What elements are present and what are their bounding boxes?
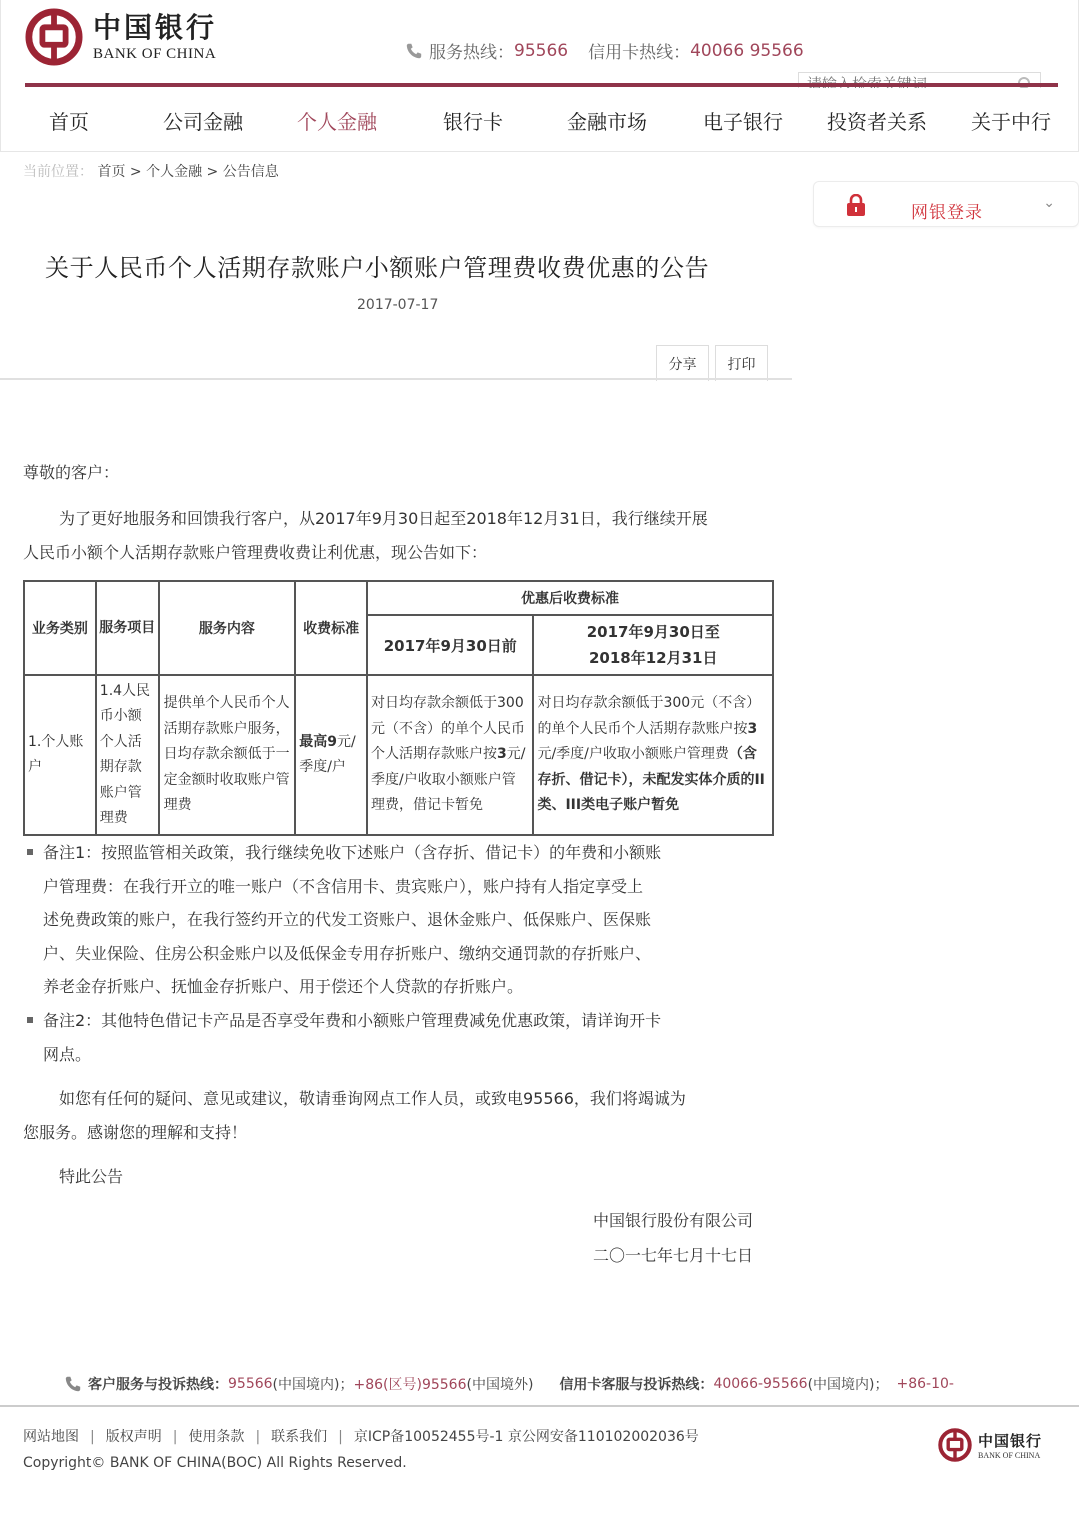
credit-card-service-domestic: 40066-95566: [713, 1376, 808, 1392]
standard-unit: 元/季度/户: [299, 733, 356, 775]
col-header-before: 2017年9月30日前: [367, 615, 533, 675]
col-header-period: 2017年9月30日至2018年12月31日: [533, 615, 773, 675]
link-sitemap[interactable]: 网站地图: [23, 1429, 79, 1445]
breadcrumb-personal-banking[interactable]: 个人金融: [146, 164, 203, 180]
nav-personal-banking[interactable]: 个人金融: [297, 110, 377, 134]
nav-home[interactable]: 首页: [49, 110, 89, 134]
cell-period: [533, 675, 773, 835]
footer-logo-english: BANK OF CHINA: [978, 1451, 1041, 1460]
col-header-category: 业务类别: [24, 581, 96, 675]
main-nav: [1, 100, 1079, 140]
abroad-note: (中国境外): [466, 1377, 534, 1393]
col-header-standard: 收费标准: [295, 581, 367, 675]
bullet-icon: [27, 849, 33, 855]
breadcrumb-separator: >: [129, 164, 147, 180]
before-text-b: 元/季度/户收取小额账户管理费，借记卡暂免: [371, 746, 526, 814]
customer-hotline-label: 客户服务与投诉热线：: [88, 1377, 228, 1393]
nav-investor-relations[interactable]: 投资者关系: [827, 110, 927, 134]
article-date: 2017-07-17: [357, 297, 439, 313]
note-2-line-2: 网点。: [43, 1045, 92, 1064]
customer-hotline-domestic: 95566: [228, 1376, 273, 1392]
cell-category: 1.个人账户: [24, 675, 96, 835]
footer-hotlines: [64, 1374, 954, 1394]
article-title: 关于人民币个人活期存款账户小额账户管理费收费优惠的公告: [45, 254, 710, 282]
cell-content: 提供单个人民币个人活期存款账户服务，日均存款余额低于一定金额时收取账户管理费: [159, 675, 296, 835]
before-text-a: 对日均存款余额低于300元（不含）的单个人民币个人活期存款账户按: [371, 695, 525, 763]
note-1-line-5: 养老金存折账户、抚恤金存折账户、用于偿还个人贷款的存折账户。: [43, 977, 524, 996]
icp-record[interactable]: 京ICP备10052455号-1 京公网安备110102002036号: [353, 1429, 699, 1445]
copyright: Copyright© BANK OF CHINA(BOC) All Rights Reserved.: [23, 1455, 407, 1471]
credit-card-service-label: 信用卡客服与投诉热线：: [559, 1377, 714, 1393]
print-button[interactable]: 打印: [715, 345, 768, 381]
boc-logo[interactable]: [25, 8, 217, 66]
phone-icon: [405, 42, 423, 60]
domestic-note: (中国境内)；: [807, 1377, 889, 1393]
greeting: 尊敬的客户：: [23, 463, 120, 482]
period-text-b: 元/季度/户收取小额账户管理费: [537, 746, 729, 763]
link-terms[interactable]: 使用条款: [188, 1429, 245, 1445]
site-header: [0, 0, 1079, 152]
article-divider: [0, 378, 792, 380]
phone-icon: [64, 1375, 82, 1393]
link-separator: |: [172, 1429, 178, 1445]
nav-corporate-banking[interactable]: 公司金融: [163, 110, 243, 134]
breadcrumb-label: 当前位置：: [23, 164, 93, 180]
chevron-down-icon: ⌄: [1043, 195, 1055, 211]
nav-e-banking[interactable]: 电子银行: [703, 110, 783, 134]
period-amount: 3: [747, 720, 758, 737]
standard-amount: 最高9: [299, 733, 337, 750]
col-header-content: 服务内容: [159, 581, 296, 675]
breadcrumb-announcements[interactable]: 公告信息: [222, 164, 279, 180]
note-text: 备注2：其他特色借记卡产品是否享受年费和小额账户管理费减免优惠政策，请详询开卡: [43, 1011, 662, 1030]
signature-date: 二〇一七年七月十七日: [593, 1246, 754, 1265]
link-separator: |: [338, 1429, 343, 1445]
header-divider: [25, 83, 1058, 87]
online-banking-login-button[interactable]: [813, 181, 1079, 227]
period-exemption: （含存折、借记卡），未配发实体介质的II类、III类电子账户暂免: [537, 746, 765, 814]
link-copyright[interactable]: 版权声明: [105, 1429, 162, 1445]
logo-english: BANK OF CHINA: [93, 45, 217, 62]
footer-links: [23, 1426, 699, 1446]
nav-financial-markets[interactable]: 金融市场: [567, 110, 647, 134]
breadcrumb-home[interactable]: 首页: [97, 164, 126, 180]
before-amount: 3: [497, 746, 507, 763]
header-hotlines: [405, 38, 824, 63]
credit-card-hotline-number: 40066 95566: [690, 40, 804, 61]
credit-card-service-abroad: +86-10-: [896, 1376, 954, 1392]
bullet-icon: [27, 1017, 33, 1023]
link-separator: |: [90, 1429, 95, 1445]
fee-table: [23, 580, 774, 836]
col-header-discount-group: 优惠后收费标准: [367, 581, 773, 615]
logo-chinese: 中国银行: [93, 10, 218, 44]
note-text: 备注1：按照监管相关政策，我行继续免收下述账户（含存折、借记卡）的年费和小额账: [43, 843, 662, 862]
note-1-line-4: 户、失业保险、住房公积金账户以及低保金专用存折账户、缴纳交通罚款的存折账户、: [43, 944, 652, 963]
share-button[interactable]: 分享: [656, 345, 709, 381]
intro-line-2: 人民币小额个人活期存款账户管理费收费让利优惠，现公告如下：: [23, 543, 488, 562]
nav-about-boc[interactable]: 关于中行: [971, 110, 1051, 134]
closing-line-2: 您服务。感谢您的理解和支持！: [23, 1123, 248, 1142]
customer-hotline-abroad: +86(区号)95566: [353, 1377, 467, 1393]
note-1-line-2: 户管理费：在我行开立的唯一账户（不含信用卡、贵宾账户），账户持有人指定享受上: [43, 877, 644, 896]
cell-standard: [295, 675, 367, 835]
lock-icon: [846, 194, 866, 216]
cell-item: 1.4人民币小额个人活期存款账户管理费: [96, 675, 159, 835]
credit-card-hotline-label: 信用卡热线：: [588, 43, 691, 63]
intro-line-1: 为了更好地服务和回馈我行客户，从2017年9月30日起至2018年12月31日，我行继续开展: [59, 509, 708, 528]
table-header-row: [24, 581, 773, 615]
service-hotline-label: 服务热线：: [429, 43, 514, 63]
footer-logo: [938, 1428, 1042, 1462]
sign-off: 特此公告: [59, 1167, 124, 1186]
boc-logo-icon: [25, 8, 83, 66]
col-header-item: 服务项目: [96, 581, 159, 675]
closing-line-1: 如您有任何的疑问、意见或建议，敬请垂询网点工作人员，或致电95566，我们将竭诚为: [59, 1089, 686, 1108]
footer-divider: [0, 1405, 1079, 1407]
table-row: [24, 675, 773, 835]
link-contact[interactable]: 联系我们: [271, 1429, 328, 1445]
signature-company: 中国银行股份有限公司: [593, 1211, 754, 1230]
note-1-line-1: [23, 836, 661, 870]
footer-logo-chinese: 中国银行: [978, 1432, 1043, 1450]
article-actions: [656, 345, 774, 381]
period-text-a: 对日均存款余额低于300元（不含）的单个人民币个人活期存款账户按: [537, 695, 761, 737]
breadcrumb: [23, 161, 279, 181]
breadcrumb-separator: >: [206, 164, 223, 180]
service-hotline-number: 95566: [514, 40, 569, 61]
boc-logo-icon: [938, 1428, 972, 1462]
nav-bank-cards[interactable]: 银行卡: [443, 110, 503, 134]
login-label: 网银登录: [911, 203, 983, 223]
note-1-line-3: 述免费政策的账户，在我行签约开立的代发工资账户、退休金账户、低保账户、医保账: [43, 910, 652, 929]
note-2-line-1: [23, 1004, 661, 1038]
link-separator: |: [255, 1429, 261, 1445]
domestic-note: (中国境内)；: [272, 1377, 354, 1393]
cell-before: [367, 675, 533, 835]
